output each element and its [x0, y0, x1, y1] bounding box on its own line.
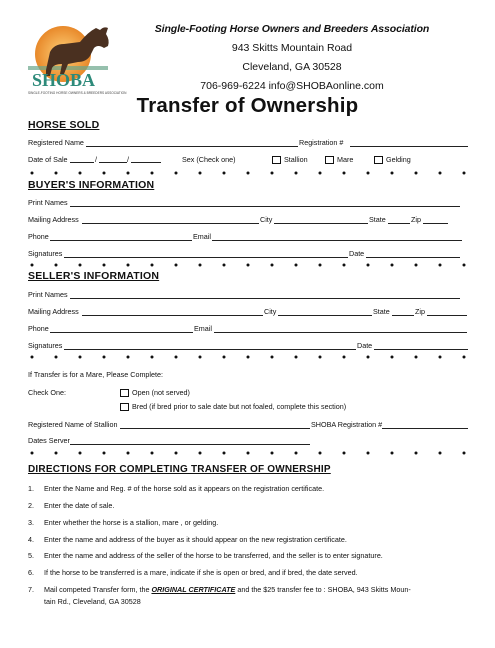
seller-signatures-field[interactable]: [64, 349, 356, 350]
buyer-state-label: State: [369, 215, 386, 224]
buyer-email-label: Email: [193, 232, 211, 241]
dates-served-field[interactable]: [70, 444, 310, 445]
mare-option[interactable]: Mare: [325, 155, 353, 164]
buyer-print-names-field[interactable]: [70, 206, 460, 207]
org-name: Single-Footing Horse Owners and Breeders Association: [154, 23, 430, 35]
seller-date-label: Date: [357, 341, 373, 350]
seller-email-field[interactable]: [214, 332, 467, 333]
date-of-sale-label: Date of Sale: [28, 155, 68, 164]
mare-intro: If Transfer is for a Mare, Please Complete:: [28, 370, 164, 379]
seller-state-label: State: [373, 307, 390, 316]
registered-name-label: Registered Name: [28, 138, 84, 147]
buyer-signatures-label: Signatures: [28, 249, 63, 258]
logo-subtext: SINGLE-FOOTING HORSE OWNERS & BREEDERS ASSOCIATION: [28, 91, 127, 95]
check-one-label: Check One:: [28, 388, 66, 397]
shoba-reg-field[interactable]: [382, 428, 468, 429]
direction-item-5: 5. Enter the name and address of the seller of the horse to be transferred, and the seller is to enter signature.: [28, 551, 383, 560]
seller-signatures-label: Signatures: [28, 341, 63, 350]
buyer-zip-field[interactable]: [423, 223, 448, 224]
buyer-zip-label: Zip: [411, 215, 421, 224]
original-certificate-emphasis: ORIGINAL CERTIFICATE: [151, 585, 236, 594]
stallion-option[interactable]: Stallion: [272, 155, 308, 164]
dotted-divider: [30, 263, 470, 267]
direction-item-3: 3. Enter whether the horse is a stallion, mare , or gelding.: [28, 518, 219, 527]
dotted-divider: [30, 451, 470, 455]
dates-served-label: Dates Server: [28, 436, 70, 445]
seller-state-field[interactable]: [392, 315, 414, 316]
registration-no-field[interactable]: [350, 146, 468, 147]
shoba-logo: [18, 22, 134, 104]
bred-checkbox[interactable]: [120, 403, 129, 411]
seller-print-names-label: Print Names: [28, 290, 68, 299]
logo-text: SHOBA: [32, 70, 96, 90]
gelding-checkbox[interactable]: [374, 156, 383, 164]
seller-email-label: Email: [194, 324, 212, 333]
stallion-name-field[interactable]: [120, 428, 310, 429]
buyer-mailing-label: Mailing Address: [28, 215, 79, 224]
direction-item-1: 1. Enter the Name and Reg. # of the horse sold as it appears on the registration certificate.: [28, 484, 325, 493]
buyer-date-field[interactable]: [366, 257, 460, 258]
section-horse-sold: HORSE SOLD: [28, 119, 100, 131]
dotted-divider: [30, 171, 470, 175]
seller-mailing-field[interactable]: [82, 315, 263, 316]
registered-name-field[interactable]: [86, 146, 298, 147]
stallion-name-label: Registered Name of Stallion: [28, 420, 118, 429]
buyer-date-label: Date: [349, 249, 365, 258]
sale-month-field[interactable]: [70, 162, 94, 163]
section-seller: SELLER'S INFORMATION: [28, 270, 160, 282]
open-option[interactable]: Open (not served): [120, 388, 190, 397]
buyer-mailing-field[interactable]: [82, 223, 259, 224]
dotted-divider: [30, 355, 470, 359]
section-buyer: BUYER'S INFORMATION: [28, 179, 155, 191]
open-checkbox[interactable]: [120, 389, 129, 397]
shoba-reg-label: SHOBA Registration #: [311, 420, 383, 429]
buyer-email-field[interactable]: [212, 240, 462, 241]
buyer-city-label: City: [260, 215, 273, 224]
direction-item-7: 7. Mail competed Transfer form, the ORIGINAL CERTIFICATE and the $25 transfer fee to : SHOBA, 943 Skitts Moun- tain Rd., Cleveland, GA 30528: [28, 585, 411, 606]
seller-city-field[interactable]: [278, 315, 372, 316]
address-line-2: Cleveland, GA 30528: [242, 61, 342, 73]
contact-line: 706-969-6224 info@SHOBAonline.com: [200, 80, 384, 92]
seller-zip-field[interactable]: [427, 315, 467, 316]
seller-city-label: City: [264, 307, 277, 316]
directions-heading: DIRECTIONS FOR COMPLETING TRANSFER OF OWNERSHIP: [28, 464, 331, 475]
sale-year-field[interactable]: [131, 162, 161, 163]
address-line-1: 943 Skitts Mountain Road: [231, 42, 353, 54]
bred-option[interactable]: Bred (if bred prior to sale date but not foaled, complete this section): [120, 402, 346, 411]
direction-item-6: 6. If the horse to be transferred is a mare, indicate if she is open or bred, and if bred, the date served.: [28, 568, 358, 577]
seller-print-names-field[interactable]: [70, 298, 460, 299]
buyer-signatures-field[interactable]: [64, 257, 348, 258]
buyer-state-field[interactable]: [388, 223, 410, 224]
buyer-phone-label: Phone: [28, 232, 49, 241]
registration-no-label: Registration #: [299, 138, 344, 147]
sex-label: Sex (Check one): [182, 155, 236, 164]
seller-phone-field[interactable]: [50, 332, 193, 333]
seller-date-field[interactable]: [374, 349, 468, 350]
page-title: Transfer of Ownership: [136, 94, 359, 117]
direction-item-2: 2. Enter the date of sale.: [28, 501, 115, 510]
mare-checkbox[interactable]: [325, 156, 334, 164]
seller-zip-label: Zip: [415, 307, 425, 316]
buyer-phone-field[interactable]: [50, 240, 192, 241]
buyer-city-field[interactable]: [274, 223, 368, 224]
stallion-checkbox[interactable]: [272, 156, 281, 164]
sale-day-field[interactable]: [99, 162, 127, 163]
buyer-print-names-label: Print Names: [28, 198, 68, 207]
gelding-option[interactable]: Gelding: [374, 155, 411, 164]
seller-mailing-label: Mailing Address: [28, 307, 79, 316]
seller-phone-label: Phone: [28, 324, 49, 333]
direction-item-4: 4. Enter the name and address of the buyer as it should appear on the new registration certificate.: [28, 535, 347, 544]
